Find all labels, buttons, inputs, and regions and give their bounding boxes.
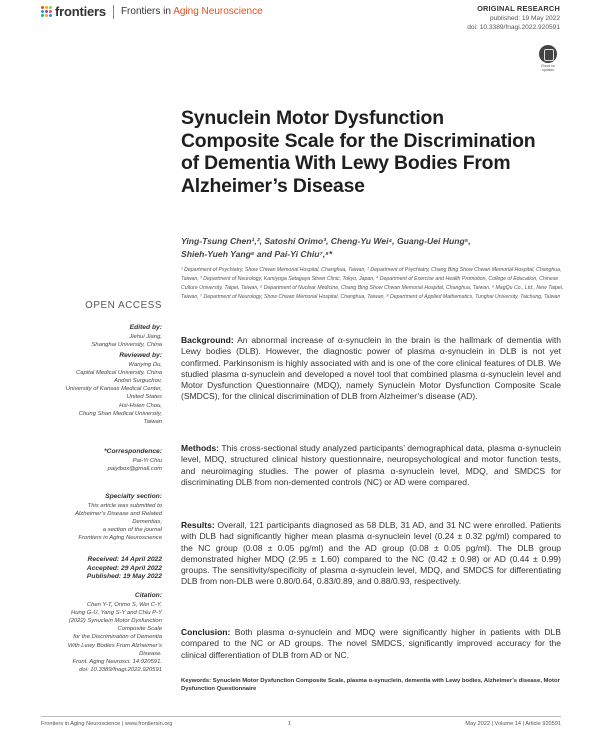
affiliations: ¹ Department of Psychiatry, Show Chwan Memorial Hospital, Changhua, Taiwan, ² Department of Psychiatry, Chang Bing Show Chwan Memorial Hospital, Changhua, Taiwan, ³ Department of Neurology, Kamiyoga Setagaya Street Clinic, Tokyo, Japan, ⁴ Department of Exercise and Health Promotion, College of Education, Chinese Culture University, Taipei, Taiwan, ⁵ Department of Nuclear Medicine, Chang Bing Show Chwan Memorial Hospital, Changhua, Taiwan, ⁶ MagQu Co., Ltd., New Taipei, Taiwan, ⁷ Department of Neurology, Show Chwan Memorial Hospital, Changhua, Taiwan, ⁸ Department of Applied Mathematics, Tunghai University, Taichung, Taiwan (181, 267, 564, 300)
reviewed-by-section (0, 352, 162, 426)
text-line: University of Kansas Medical Center, (65, 386, 162, 393)
text-line: Pai-Yi Chiu (132, 457, 162, 464)
logo-dot (45, 6, 48, 9)
text-line: United States (126, 394, 162, 401)
logo-dot (49, 14, 52, 17)
text-line: Dementias, (132, 518, 162, 525)
text-line: Hsi-Hsien Chou, (119, 402, 162, 409)
page-number: 1 (288, 721, 292, 727)
text-line: With Lewy Bodies From Alzheimer’s (67, 642, 162, 649)
text-line: Shanghai University, China (91, 341, 162, 348)
specialty-text (0, 502, 162, 543)
article-doi[interactable]: doi: 10.3389/fnagi.2022.920591 (467, 24, 560, 31)
reviewed-by-text (0, 361, 162, 427)
open-access-label: OPEN ACCESS (85, 300, 162, 311)
specialty-section (0, 493, 162, 543)
text-line: Disease. (139, 650, 162, 657)
page-header (0, 0, 606, 80)
footer-issue-info: May 2022 | Volume 14 | Article 920591 (465, 721, 561, 727)
abstract-methods (181, 443, 561, 488)
author-list (181, 235, 551, 261)
logo-dot (41, 6, 44, 9)
check-for-updates-label: Check for updates (540, 64, 556, 72)
journal-name[interactable] (121, 6, 263, 17)
author-line[interactable]: Shieh-Yueh Yang⁶ and Pai-Yi Chiu⁷,⁸* (181, 249, 333, 259)
abstract-results (181, 520, 561, 588)
conclusion-text: Both plasma α-synuclein and MDQ were significantly higher in patients with DLB compared to the NC or AD groups. The novel SMDCS, significantly improved accuracy for the clinical differentiation of DLB from AD or NC. (181, 627, 561, 660)
journal-name-prefix: Frontiers in (120, 6, 174, 17)
dates-section (0, 556, 162, 582)
text-line: Frontiers in Aging Neuroscience (78, 535, 162, 542)
footer-journal-link[interactable]: Frontiers in Aging Neuroscience | www.frontiersin.org (41, 721, 173, 727)
text-line: for the Discrimination of Dementia (73, 634, 162, 641)
logo-dot (41, 10, 44, 13)
logo-dot (45, 14, 48, 17)
logo-dot (41, 14, 44, 17)
keywords-label: Keywords: (181, 678, 212, 684)
methods-heading: Methods: (181, 443, 219, 453)
citation-section (0, 592, 162, 674)
edited-by-section (0, 324, 162, 349)
text-line: Published: 19 May 2022 (86, 573, 162, 580)
results-text: Overall, 121 participants diagnosed as 58 DLB, 31 AD, and 31 NC were enrolled. Patients with DLB had significantly higher mean plasma α-synuclein level (0.24 ± 0.32 pg/ml) compared to the NC group (0.08 ± 0.05 pg/ml) and the AD group (0.08 ± 0.05 pg/ml). The DLB group demonstrated higher MDQ (2.95 ± 1.60) compared to the NC (0.42 ± 0.98) or AD (0.44 ± 0.99) groups. The sensitivity/specificity of plasma α-synuclein level, MDQ, and SMDCS for differentiating DLB from non-DLB were 0.80/0.64, 0.83/0.89, and 0.88/0.93, respectively. (181, 520, 561, 587)
logo-dot (49, 6, 52, 9)
text-line: doi: 10.3389/fnagi.2022.920591 (79, 667, 162, 674)
article-title: Synuclein Motor Dysfunction Composite Scale for the Discrimination of Dementia With Lewy Bodies From Alzheimer’s Disease (181, 107, 536, 197)
journal-name-highlight: Aging Neuroscience (173, 6, 263, 17)
text-line: Hung G-U, Yang S-Y and Chiu P-Y (70, 609, 162, 616)
logo-dot (49, 10, 52, 13)
reviewed-by-label: Reviewed by: (119, 352, 162, 359)
article-meta (467, 4, 560, 33)
correspondence-text[interactable] (0, 457, 162, 473)
background-text: An abnormal increase of α-synuclein in the brain is the hallmark of dementia with Lewy bodies (DLB). However, the diagnostic power of plasma α-synuclein in DLB is not yet confirmed. Parkinsonism is highly associated with and is one of the core clinical features of DLB. We studied plasma α-synuclein and developed a novel tool that combined plasma α-synuclein level and Motor Dysfunction Questionnaire (MDQ), namely Synuclein Motor Dysfunction Composite Scale (SMDCS), for the clinical discrimination of DLB from Alzheimer’s disease (AD). (181, 335, 561, 402)
correspondence-label: *Correspondence: (104, 448, 162, 455)
page-footer (41, 716, 561, 727)
keywords (181, 677, 561, 694)
frontiers-logo[interactable] (41, 4, 263, 19)
article-type: ORIGINAL RESEARCH (477, 4, 560, 13)
text-line: Accepted: 29 April 2022 (86, 564, 162, 572)
text-line: Capital Medical University, China (76, 369, 162, 376)
text-line: paiyibox@gmail.com (107, 465, 162, 472)
edited-by-text (0, 333, 162, 349)
text-line: Taiwan (143, 418, 162, 425)
text-line: Chung Shan Medical University, (78, 410, 162, 417)
text-line: Wanying Du, (128, 361, 162, 368)
specialty-label: Specialty section: (105, 493, 162, 500)
check-for-updates-button[interactable] (536, 45, 560, 73)
conclusion-heading: Conclusion: (181, 627, 231, 637)
text-line: Alzheimer’s Disease and Related (75, 510, 162, 517)
text-line: a section of the journal (102, 527, 162, 534)
text-line: This article was submitted to (87, 502, 162, 509)
text-line: Chen Y-T, Orimo S, Wei C-Y, (86, 601, 162, 608)
article-dates (0, 556, 162, 582)
text-line: Received: 14 April 2022 (87, 556, 162, 563)
text-line: Andrei Surguchov, (113, 377, 162, 384)
methods-text: This cross-sectional study analyzed participants’ demographical data, plasma α-synuclein level, MDQ, structured clinical history questionnaire, neuropsychological and motor function tests, and neuroimaging studies. The power of plasma α-synuclein level, MDQ, and SMDCS for discriminating DLB from non-demented controls (NC) or AD were compared. (181, 443, 561, 487)
text-line: (2022) Synuclein Motor Dysfunction (68, 617, 162, 624)
frontiers-logo-text: frontiers (55, 4, 106, 19)
citation-text (0, 601, 162, 675)
text-line: Front. Aging Neurosci. 14:920591. (72, 658, 162, 665)
text-line: Composite Scale (117, 626, 162, 633)
author-line[interactable]: Ying-Tsung Chen¹,², Satoshi Orimo³, Cheng-Yu Wei⁴, Guang-Uei Hung⁵, (181, 236, 471, 246)
published-date: published: 19 May 2022 (489, 14, 560, 22)
background-heading: Background: (181, 335, 234, 345)
check-for-updates-icon (539, 45, 557, 63)
abstract-conclusion (181, 627, 561, 661)
text-line: Jiehui Jiang, (129, 333, 162, 340)
abstract-background (181, 335, 561, 403)
citation-label: Citation: (134, 592, 162, 599)
logo-divider (113, 5, 114, 19)
edited-by-label: Edited by: (129, 324, 162, 331)
frontiers-logo-mark (41, 6, 52, 17)
correspondence-section (0, 448, 162, 473)
results-heading: Results: (181, 520, 215, 530)
logo-dot (45, 10, 48, 13)
keywords-text: Synuclein Motor Dysfunction Composite Scale, plasma α-synuclein, dementia with Lewy bodies, Alzheimer’s disease, Motor Dysfunction Questionnaire (181, 678, 560, 693)
